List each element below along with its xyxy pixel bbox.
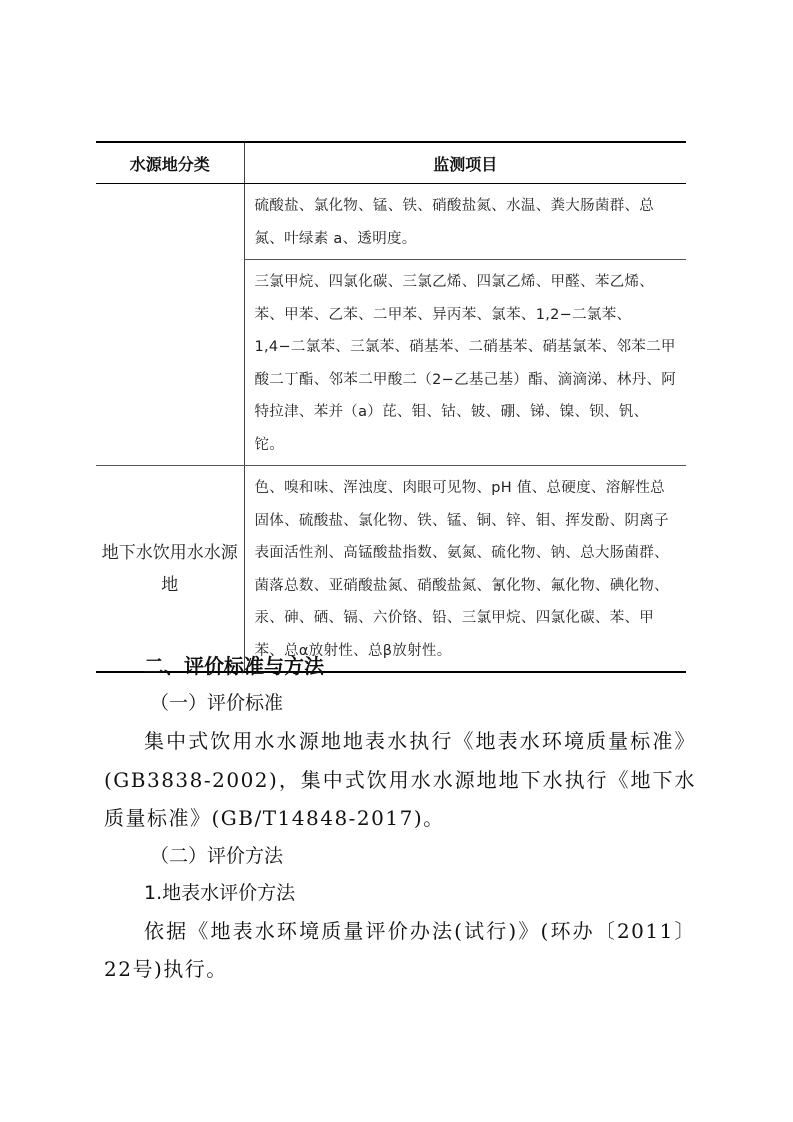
items-cell: 硫酸盐、氯化物、锰、铁、硝酸盐氮、水温、粪大肠菌群、总氮、叶绿素 a、透明度。 <box>244 184 686 260</box>
items-cell: 色、嗅和味、浑浊度、肉眼可见物、pH 值、总硬度、溶解性总固体、硫酸盐、氯化物、铁、锰、铜、锌、钼、挥发酚、阴离子表面活性剂、高锰酸盐指数、氨氮、硫化物、钠、总大肠菌群、菌落总数、亚硝酸盐氮、硝酸盐氮、氰化物、氟化物、碘化物、汞、砷、硒、镉、六价铬、铅、三氯甲烷、四氯化碳、苯、甲苯、总α放射性、总β放射性。 <box>244 466 686 673</box>
section-heading: 二、评价标准与方法 <box>144 654 324 678</box>
table-header-row <box>96 142 686 184</box>
evaluation-section <box>104 648 696 989</box>
table-row <box>96 184 686 260</box>
items-cell: 三氯甲烷、四氯化碳、三氯乙烯、四氯乙烯、甲醛、苯乙烯、苯、甲苯、乙苯、二甲苯、异丙苯、氯苯、1,2−二氯苯、1,4−二氯苯、三氯苯、硝基苯、二硝基苯、硝基氯苯、邻苯二甲酸二丁酯、邻苯二甲酸二（2−乙基己基）酯、滴滴涕、林丹、阿特拉津、苯并（a）芘、钼、钴、铍、硼、锑、镍、钡、钒、铊。 <box>244 260 686 466</box>
paragraph-criteria: 集中式饮用水水源地地表水执行《地表水环境质量标准》(GB3838-2002)，集中式饮用水水源地地下水执行《地下水质量标准》(GB/T14848-2017)。 <box>104 729 696 830</box>
header-category: 水源地分类 <box>96 142 244 184</box>
monitoring-items-table <box>96 141 686 673</box>
table-row <box>96 466 686 673</box>
paragraph-surface-water: 依据《地表水环境质量评价办法(试行)》(环办〔2011〕22号)执行。 <box>104 918 696 981</box>
header-items: 监测项目 <box>244 142 686 184</box>
subheading-criteria: （一）评价标准 <box>150 692 284 714</box>
category-cell <box>96 184 244 466</box>
subheading-surface-water: 1.地表水评价方法 <box>144 881 296 904</box>
category-cell: 地下水饮用水水源地 <box>96 466 244 673</box>
subheading-methods: （二）评价方法 <box>150 844 284 867</box>
